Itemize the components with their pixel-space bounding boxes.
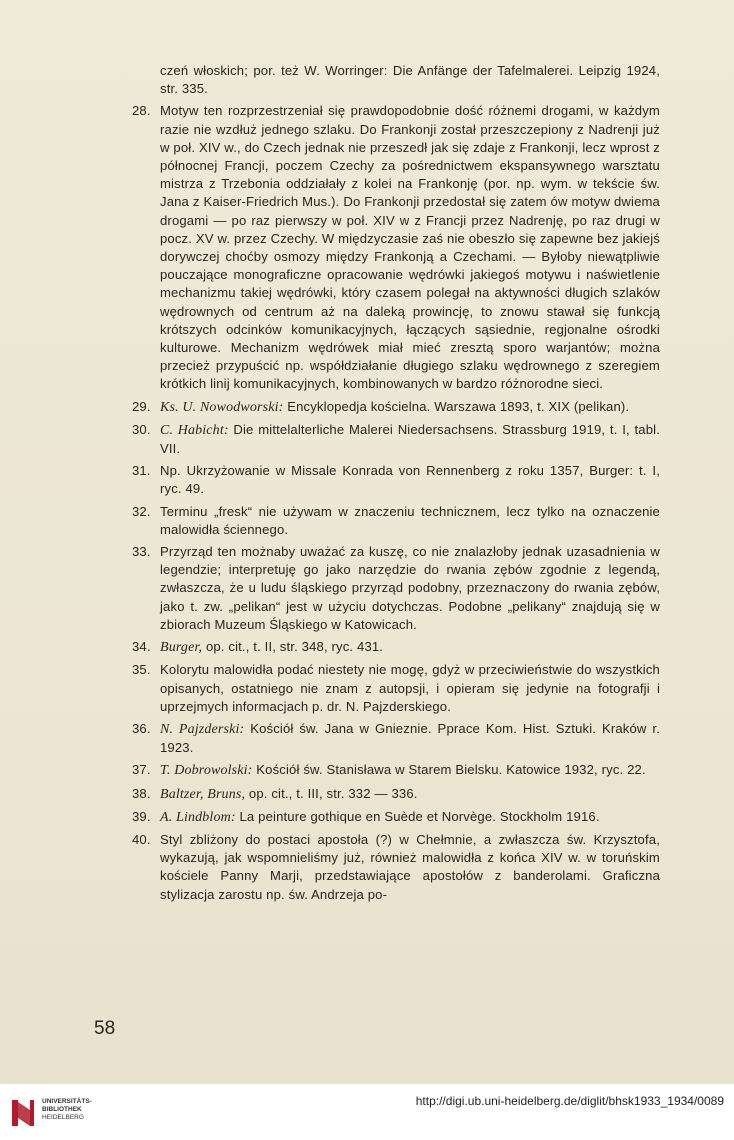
footnote-39	[132, 808, 660, 827]
footnote-body: Die mittelalterliche Malerei Niedersachsens. Strassburg 1919, t. I, tabl. VII.	[160, 421, 660, 457]
cited-author: Ks. U. Nowodworski:	[160, 399, 284, 415]
footnote-31	[132, 462, 660, 498]
footnote-body: op. cit., t. III, str. 332 — 336.	[245, 785, 418, 801]
footnote-number: 40.	[132, 831, 151, 847]
footnote-body: Przyrząd ten możnaby uważać za kuszę, co nie znalazłoby jednak uzasadnienia w legendzie; interpretuję go jako narzędzie do rwania zębów zgodnie z legendą, zwłaszcza, że u ludu śląskiego przyrząd podobny, przeznaczony do rwania zębów, jako t. zw. „pelikan“ jest w użyciu dotychczas. Podobne „pelikany“ znajdują się w zbiorach Muzeum Śląskiego w Katowicach.	[160, 544, 660, 632]
footnote-text	[160, 785, 660, 804]
footnote-number: 37.	[132, 762, 151, 778]
footnote-text	[132, 62, 660, 98]
footnote-number: 36.	[132, 720, 151, 736]
footnote-40	[132, 831, 660, 904]
footnote-28	[132, 102, 660, 393]
footnote-body: op. cit., t. II, str. 348, ryc. 431.	[202, 639, 384, 655]
footnote-38	[132, 785, 660, 804]
footnotes	[132, 62, 660, 908]
footnote-text	[160, 398, 660, 417]
footnote-body: Kościół św. Jana w Gnieznie. Pprace Kom. Hist. Sztuki. Kraków r. 1923.	[160, 720, 660, 756]
library-footer	[0, 1084, 734, 1140]
footnote-body: Np. Ukrzyżowanie w Missale Konrada von Rennenberg z roku 1357, Burger: t. I, ryc. 49.	[160, 463, 660, 497]
footnote-37	[132, 761, 660, 780]
footnote-text	[160, 661, 660, 716]
footnote-number: 39.	[132, 808, 151, 824]
footnote-33	[132, 543, 660, 634]
footnote-number: 31.	[132, 463, 151, 479]
footnote-number: 33.	[132, 544, 151, 560]
cited-author: Baltzer, Bruns,	[160, 786, 246, 802]
footnote-34	[132, 638, 660, 657]
footnote-text	[160, 831, 660, 904]
cited-author: Burger,	[160, 640, 203, 656]
cited-author: T. Dobrowolski:	[160, 763, 253, 779]
footnote-text	[160, 503, 660, 539]
footnote-body: Styl zbliżony do postaci apostoła (?) w Chełmnie, a zwłaszcza św. Krzysztofa, wykazują, jak wspomnieliśmy już, również malowidła z końca XIV w. w toruńskim kościele Panny Marji, przedstawiające apostołów z banderolami. Graficzna stylizacja zarostu np. św. Andrzeja po-	[160, 831, 660, 902]
footnote-number: 30.	[132, 421, 151, 437]
page-number: 58	[94, 1018, 116, 1039]
university-library-logo-icon	[8, 1096, 38, 1130]
footnote-36	[132, 720, 660, 757]
footnote-number: 32.	[132, 503, 151, 519]
footnote-text	[160, 462, 660, 498]
source-url[interactable]: http://digi.ub.uni-heidelberg.de/diglit/bhsk1933_1934/0089	[415, 1094, 724, 1108]
cited-author: A. Lindblom:	[160, 809, 236, 825]
footnote-body: Terminu „fresk“ nie używam w znaczeniu technicznem, lecz tylko na oznaczenie malowidła ściennego.	[160, 503, 660, 537]
footnote-body: La peinture gothique en Suède et Norvège. Stockholm 1916.	[235, 808, 600, 824]
cited-author: N. Pajzderski:	[160, 721, 245, 737]
footnote-number: 38.	[132, 785, 151, 801]
footnote-35	[132, 661, 660, 716]
footnote-text	[160, 720, 660, 757]
cited-author: C. Habicht:	[160, 422, 229, 438]
logo-line-3: HEIDELBERG	[42, 1114, 84, 1121]
footnote-number: 28.	[132, 103, 151, 119]
footnote-29	[132, 398, 660, 417]
footnote-body: Kościół św. Stanisława w Starem Bielsku. Katowice 1932, ryc. 22.	[252, 762, 646, 778]
footnote-30	[132, 421, 660, 458]
library-logo-text	[42, 1098, 92, 1122]
footnote-text	[160, 102, 660, 393]
logo-line-1: UNIVERSITÄTS-	[42, 1098, 92, 1105]
footnote-text	[160, 808, 660, 827]
footnote-32	[132, 503, 660, 539]
footnote-number: 29.	[132, 398, 151, 414]
footnote-body: Kolorytu malowidła podać niestety nie mogę, gdyż w przeciwieństwie do wszystkich opisanych, ostatniego nie znam z autopsji, i opieram się jedynie na fotografji i uprzejmych informacjach p. dr. N. Pajzderskiego.	[160, 662, 660, 714]
footnote-text	[160, 543, 660, 634]
footnote-continuation	[132, 62, 660, 98]
footnote-body: Encyklopedja kościelna. Warszawa 1893, t. XIX (pelikan).	[283, 398, 630, 414]
footnote-number: 34.	[132, 639, 151, 655]
logo-line-2: BIBLIOTHEK	[42, 1106, 82, 1113]
footnote-body: czeń włoskich; por. też W. Worringer: Die Anfänge der Tafelmalerei. Leipzig 1924, str. 335.	[160, 63, 660, 97]
footnote-text	[160, 761, 660, 780]
footnote-body: Motyw ten rozprzestrzeniał się prawdopodobnie dość różnemi drogami, w każdym razie nie wzdłuż jednego szlaku. Do Frankonji został przeszczepiony z Nadrenji już w poł. XIV w., do Czech jednak nie przeszedł jak się zdaje z Frankonji, lecz wprost z północnej Francji, poczem Czechy za pośrednictwem ekspansywnego warsztatu mistrza z Trzebonia oddziałały z kolei na Frankonję (por. np. wym. w tekście św. Jana z Kaiser-Friedrich Mus.). Do Frankonji przedostał się zatem ów motyw dwiema drogami — po raz pierwszy w poł. XIV w z Francji przez Nadrenję, po raz drugi w pocz. XV w. przez Czechy. W międzyczasie zaś nie obeszło się zapewne bez jakiejś dorywczej choćby osmozy między Frankonją a Czechami. — Byłoby niewątpliwie pouczające monograficzne opracowanie wędrówki jakiegoś motywu i naświetlenie mechanizmu takiej wędrówki, który czasem polegał na aktywności długich szlaków wędrownych od centrum aż na daleką prowincję, to znowu stawał się funkcją krótszych odcinków komunikacyjnych, łączących sąsiednie, regjonalne ośrodki kulturowe. Mechanizm wędrówek miał mieć zresztą sporo warjantów; można przecież przypuścić np. współdziałanie długiego szlaku wędrownego z szeregiem krótkich linij komunikacyjnych, kombinowanych w bardzo różnorodne sieci.	[160, 103, 660, 392]
footnote-text	[160, 638, 660, 657]
footnote-text	[160, 421, 660, 458]
footnote-number: 35.	[132, 662, 151, 678]
